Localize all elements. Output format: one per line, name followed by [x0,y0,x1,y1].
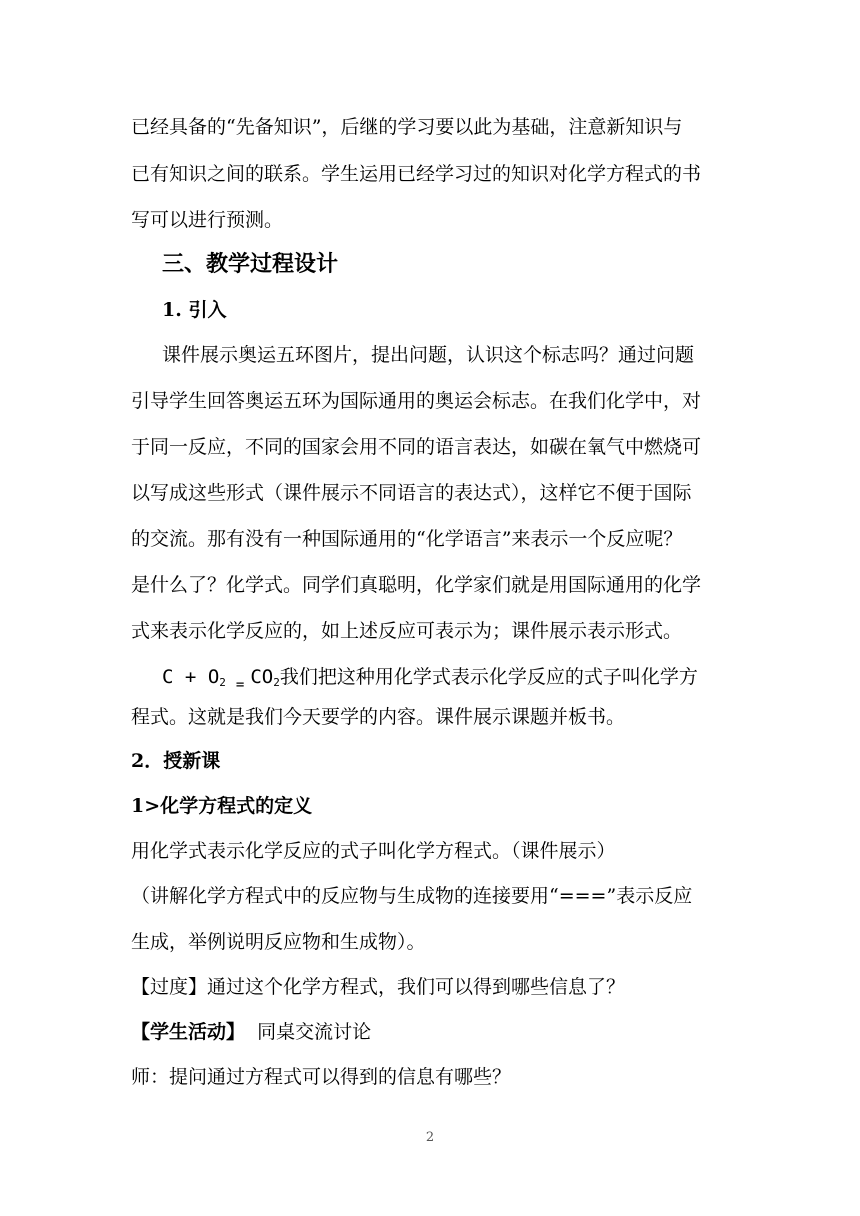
definition-heading: 1>化学方程式的定义 [131,795,313,817]
subsection-intro-title: 1. 引入 [162,299,227,321]
formula-product-co2: $CO_2$ [250,666,280,689]
intro-line-3: 于同一反应，不同的国家会用不同的语言表达，如碳在氧气中燃烧可 [131,436,702,458]
chemical-equation-line [162,664,731,696]
intro-line-6: 是什么了？化学式。同学们真聪明，化学家们就是用国际通用的化学 [131,574,702,596]
intro-line-7: 式来表示化学反应的，如上述反应可表示为；课件展示表示形式。 [131,620,683,642]
intro-line-5: 的交流。那有没有一种国际通用的“化学语言”来表示一个反应呢？ [131,528,683,550]
intro-line-1: 课件展示奥运五环图片，提出问题，认识这个标志吗？通过问题 [162,344,695,366]
transition-line: 【过度】通过这个化学方程式，我们可以得到哪些信息了？ [131,976,626,998]
student-activity-line [131,1019,731,1045]
student-activity-text: 同桌交流讨论 [257,1021,372,1043]
formula-continuation: 程式。这就是我们今天要学的内容。课件展示课题并板书。 [131,706,626,728]
subsection-new-lesson-title: 2．授新课 [131,750,221,772]
page-number: 2 [425,1130,435,1145]
paragraph-line-3: 写可以进行预测。 [131,209,284,231]
formula-plus: + [184,666,197,688]
explanation-line-1: （讲解化学方程式中的反应物与生成物的连接要用“===”表示反应 [131,885,693,907]
intro-line-4: 以写成这些形式（课件展示不同语言的表达式），这样它不便于国际 [131,482,692,504]
teacher-question: 师：提问通过方程式可以得到的信息有哪些？ [131,1066,512,1088]
explanation-line-2: 生成，举例说明反应物和生成物）。 [131,931,426,953]
paragraph-line-1: 已经具备的“先备知识”，后继的学习要以此为基础，注意新知识与 [131,116,683,138]
formula-reactant-o2: $O_2$ [207,666,226,689]
section-title: 三、教学过程设计 [162,251,339,277]
paragraph-line-2: 已有知识之间的联系。学生运用已经学习过的知识对化学方程式的书 [131,163,702,185]
intro-line-2: 引导学生回答奥运五环为国际通用的奥运会标志。在我们化学中，对 [131,390,702,412]
formula-reactant-c: C [162,666,174,688]
formula-equals: = [235,677,245,693]
student-activity-label: 【学生活动】 [131,1021,246,1043]
formula-trailing-text: 我们把这种用化学式表示化学反应的式子叫化学方 [279,666,698,688]
definition-text: 用化学式表示化学反应的式子叫化学方程式。（课件展示） [131,840,616,862]
